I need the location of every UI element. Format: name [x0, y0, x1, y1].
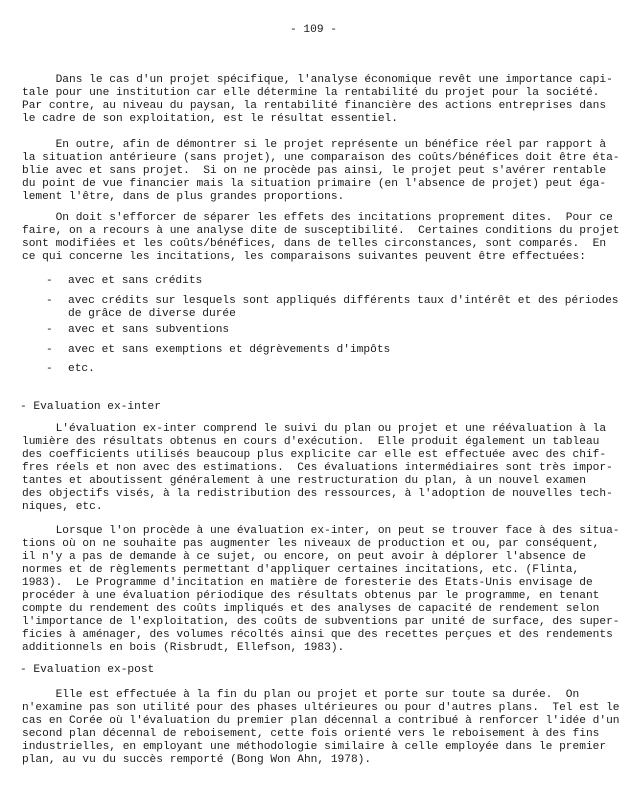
text-line: blie avec et sans projet. Si on ne procède pas ainsi, le projet peut s'avérer rentable [22, 165, 607, 177]
text-line: l'importance de l'exploitation, des coûts de subventions par unité de surface, des super- [22, 616, 620, 628]
text-line: normes et de règlements permettant d'appliquer certaines incitations, etc. (Flinta, [22, 564, 580, 576]
text-line: On doit s'efforcer de séparer les effets des incitations proprement dites. Pour ce [22, 212, 613, 224]
text-line: tale pour une institution car elle détermine la rentabilité du projet pour la société. [22, 87, 600, 99]
paragraph-1 [22, 74, 613, 126]
list-dash: - [46, 344, 53, 356]
list-item-text: avec et sans exemptions et dégrèvements d'impôts [68, 344, 391, 356]
text-line: fres réels et non avec des estimations. Ces évaluations intermédiaires sont très impor- [22, 462, 613, 474]
text-line: du point de vue financier mais la situation primaire (en l'absence de projet) peut éga- [22, 178, 607, 190]
paragraph-3 [22, 212, 620, 264]
list-item-text: etc. [68, 363, 95, 375]
list-dash: - [46, 363, 53, 375]
text-line: procéder à une évaluation périodique des résultats obtenus par le programme, en tenant [22, 590, 600, 602]
paragraph-2 [22, 139, 620, 204]
text-line: des coefficients utilisés beaucoup plus explicite car elle est effectuée avec des chif- [22, 449, 607, 461]
list-item-text: avec et sans subventions [68, 324, 230, 336]
paragraph-ex-post-1 [22, 689, 620, 767]
list-dash: - [46, 275, 53, 287]
text-line: cas en Corée où l'évaluation du premier plan décennal a contribué à renforcer l'idée d'un [22, 715, 620, 727]
page-number: - 109 - [290, 24, 337, 36]
text-line: Elle est effectuée à la fin du plan ou projet et porte sur toute sa durée. On [22, 689, 580, 701]
text-line: compte du rendement des coûts impliqués et des analyses de capacité de rendement selon [22, 603, 600, 615]
paragraph-ex-inter-1 [22, 423, 613, 514]
text-line: ce qui concerne les incitations, les comparaisons suivantes peuvent être effectuées: [22, 251, 586, 263]
list-item-text: de grâce de diverse durée [68, 308, 236, 320]
paragraph-ex-inter-2 [22, 525, 620, 655]
section-heading-ex-inter: - Evaluation ex-inter [20, 401, 161, 413]
text-line: L'évaluation ex-inter comprend le suivi du plan ou projet et une réévaluation à la [22, 423, 607, 435]
text-line: Dans le cas d'un projet spécifique, l'analyse économique revêt une importance capi- [22, 74, 613, 86]
text-line: sont modifiées et les coûts/bénéfices, dans de telles circonstances, sont comparés. En [22, 238, 607, 250]
text-line: n'examine pas son utilité pour des phases ultérieures ou pour d'autres plans. Tel est le [22, 702, 620, 714]
text-line: second plan décennal de reboisement, cette fois orienté vers le reboisement à des fins [22, 728, 600, 740]
text-line: faire, on a recours à une analyse dite de susceptibilité. Certaines conditions du projet [22, 225, 620, 237]
text-line: plan, au vu du succès remporté (Bong Won Ahn, 1978). [22, 754, 372, 766]
text-line: lumière des résultats obtenus en cours d'exécution. Elle produit également un tableau [22, 436, 600, 448]
list-item-text: avec et sans crédits [68, 275, 203, 287]
text-line: 1983). Le Programme d'incitation en matière de foresterie des Etats-Unis envisage de [22, 577, 593, 589]
list-dash: - [46, 324, 53, 336]
text-line: ficies à aménager, des volumes récoltés ainsi que des recettes perçues et des rendements [22, 629, 613, 641]
text-line: Lorsque l'on procède à une évaluation ex-inter, on peut se trouver face à des situa- [22, 525, 620, 537]
text-line: lement l'être, dans de plus grandes proportions. [22, 191, 345, 203]
section-heading-ex-post: - Evaluation ex-post [20, 664, 155, 676]
text-line: Par contre, au niveau du paysan, la rentabilité financière des actions entreprises dans [22, 100, 607, 112]
text-line: le cadre de son exploitation, est le résultat essentiel. [22, 113, 398, 125]
text-line: niques, etc. [22, 501, 103, 513]
text-line: additionnels en bois (Risbrudt, Ellefson, 1983). [22, 642, 345, 654]
text-line: tantes et aboutissent généralement à une restructuration du plan, à un nouvel examen [22, 475, 586, 487]
text-line: industrielles, en employant une méthodologie similaire à celle employée dans le premier [22, 741, 607, 753]
text-line: il n'y a pas de demande à ce sujet, ou encore, on peut avoir à déplorer l'absence de [22, 551, 586, 563]
list-dash: - [46, 295, 53, 307]
text-line: des objectifs visés, à la redistribution des ressources, à l'adoption de nouvelles tech- [22, 488, 613, 500]
text-line: la situation antérieure (sans projet), une comparaison des coûts/bénéfices doit être éta- [22, 152, 620, 164]
list-item-text: avec crédits sur lesquels sont appliqués différents taux d'intérêt et des périodes [68, 295, 619, 307]
text-line: En outre, afin de démontrer si le projet représente un bénéfice réel par rapport à [22, 139, 607, 151]
text-line: tions où on ne souhaite pas augmenter les niveaux de production et ou, par conséquent, [22, 538, 600, 550]
